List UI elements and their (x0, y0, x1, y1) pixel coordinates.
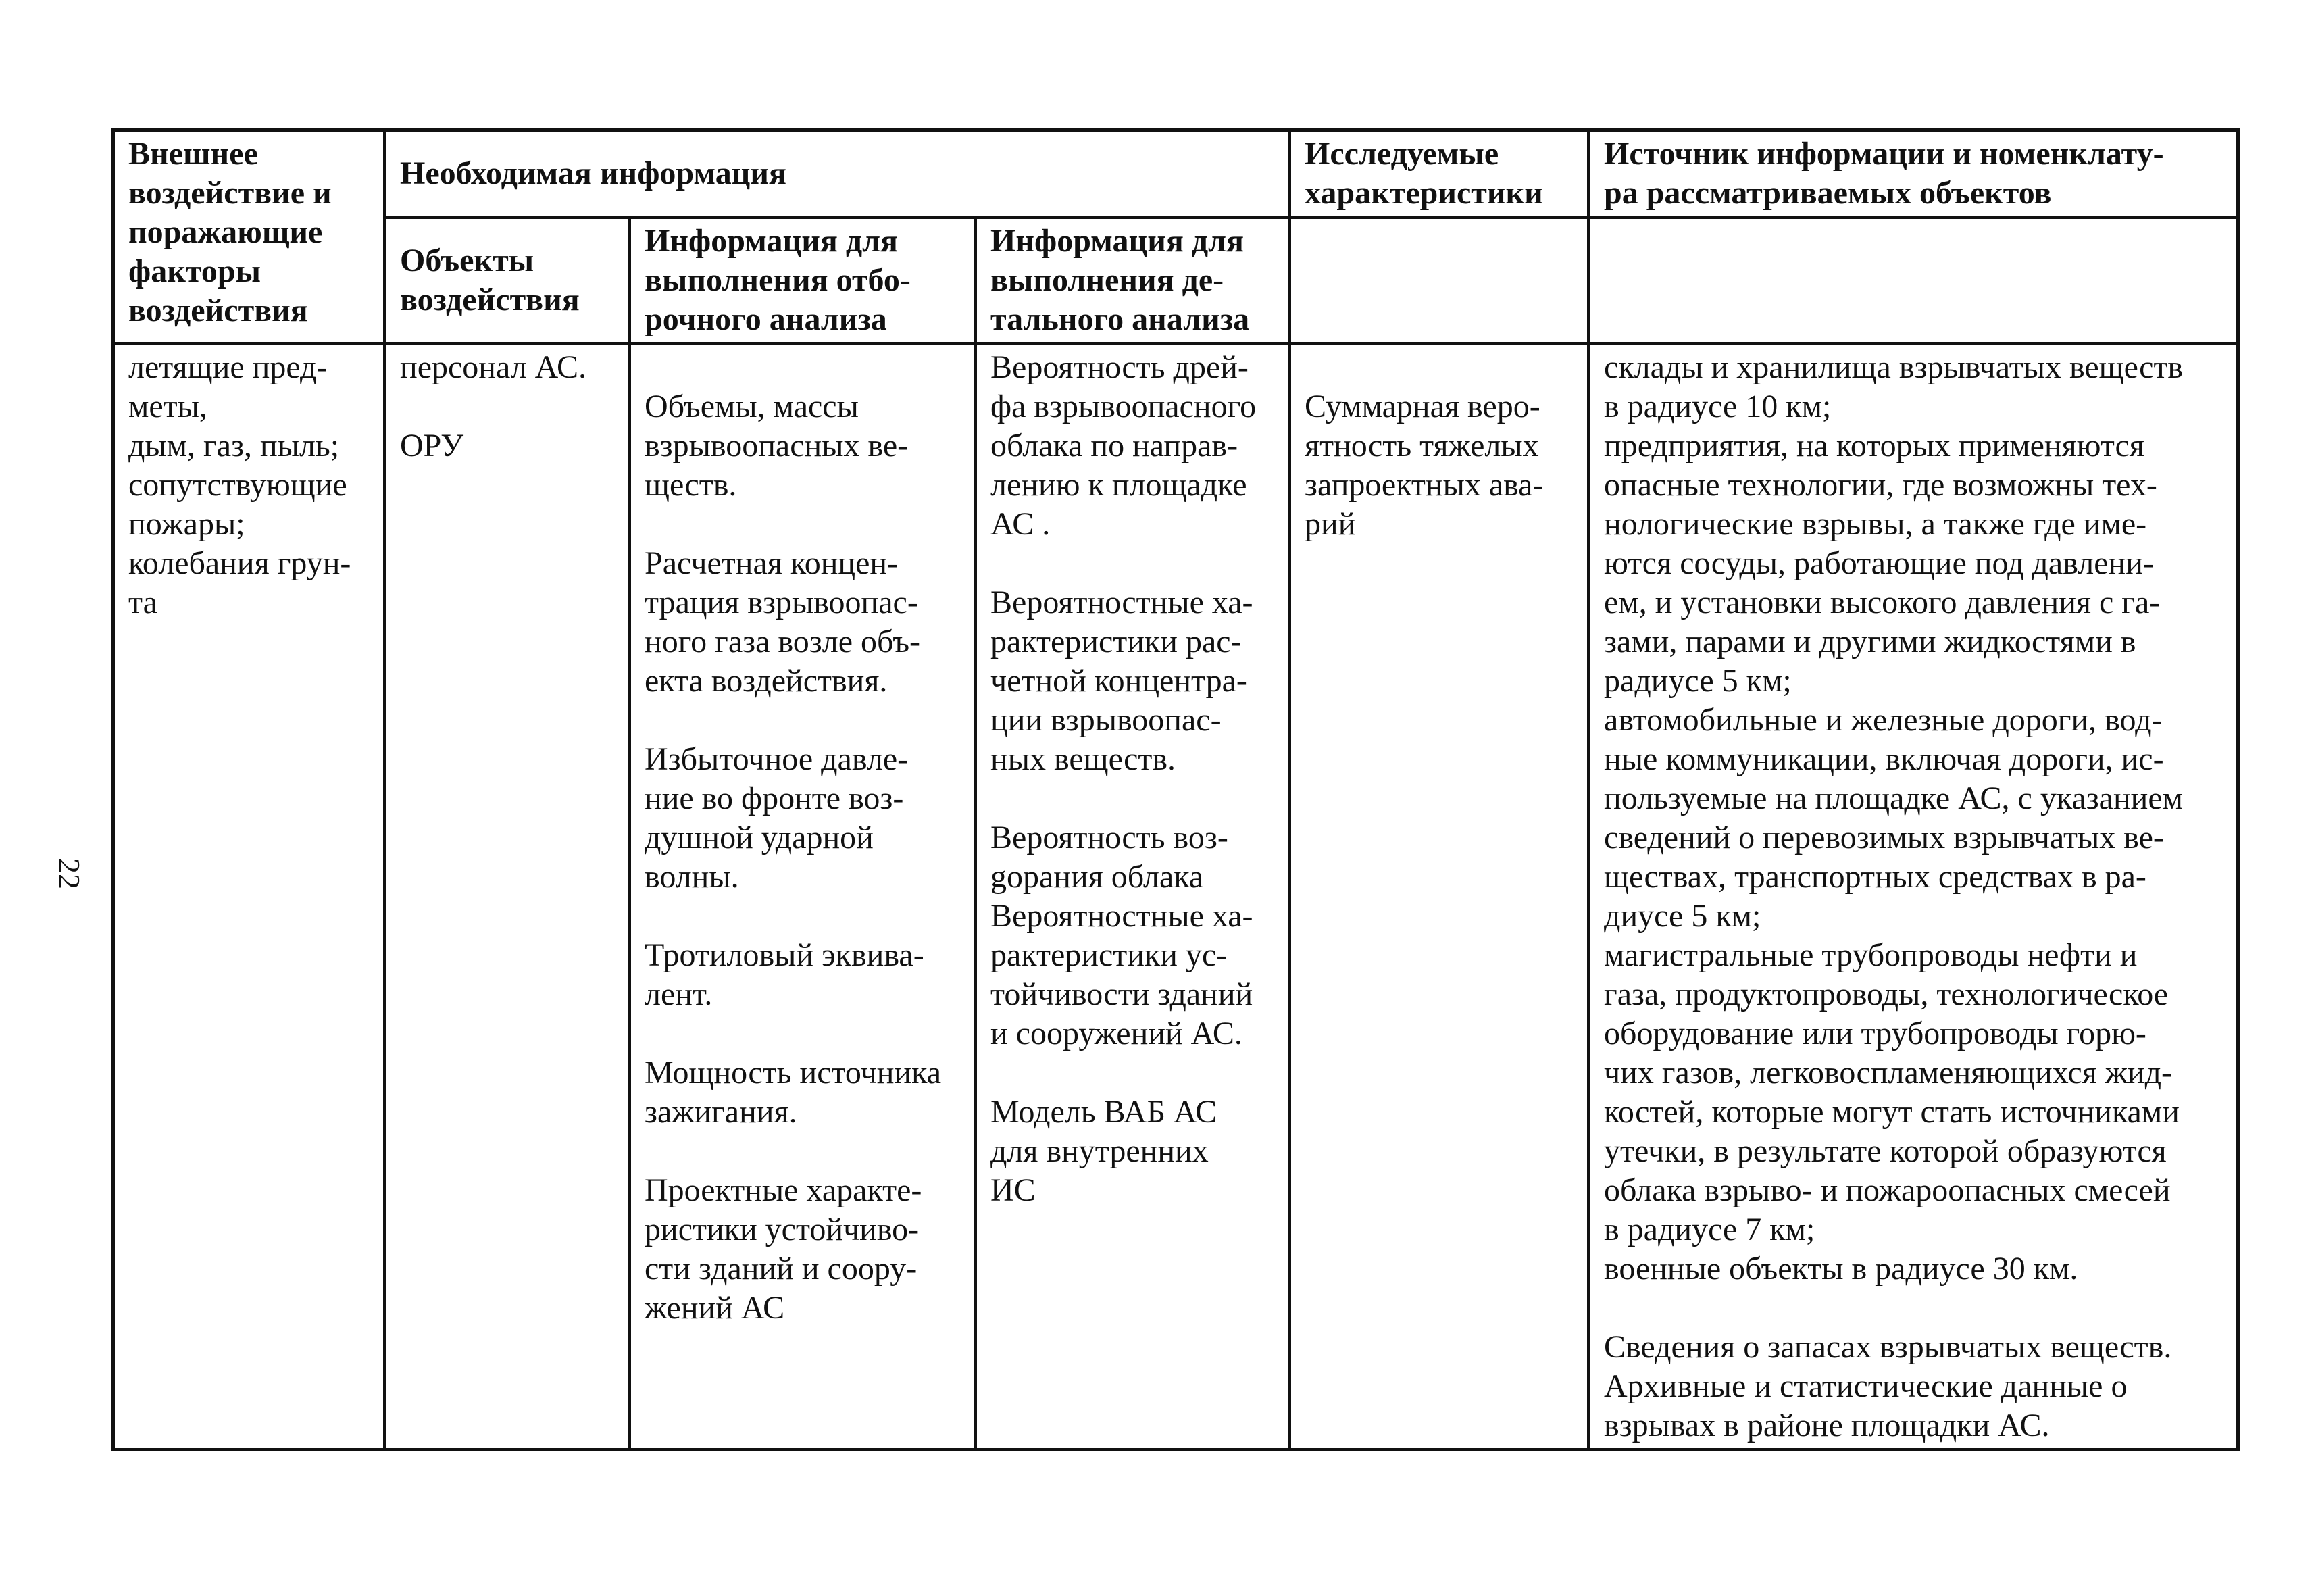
row-cell-studied-characteristics (1290, 344, 1589, 1450)
header-info-source (1589, 130, 2238, 218)
detailed-info-text: Вероятность дрей- фа взрывоопасного облака по направ- лению к площадке АС . Вероятностные ха- рактеристики рас- четной концентра- ции взрывоопас- ных веществ. Вероятность воз- gорания облака Вероятностные ха- рактеристики ус- тойчивости зданий и сооружений АС. Модель ВАБ АС для внутренних ИС (990, 349, 1257, 1208)
header-detailed-analysis-info-text: Информация для выполнения де- тального анализа (990, 223, 1250, 337)
header-required-info-text: Необходимая информация (400, 155, 787, 191)
header-studied-characteristics (1290, 130, 1589, 218)
row-cell-info-source (1589, 344, 2238, 1450)
header-screening-analysis-info-text: Информация для выполнения отбо- рочного анализа (645, 223, 911, 337)
header-required-info (385, 130, 1290, 218)
header-studied-characteristics-text: Исследуемые характеристики (1305, 136, 1543, 211)
header-impact-objects-text: Объекты воздействия (400, 243, 580, 318)
page-number: 22 (52, 858, 86, 889)
studied-characteristics-text: Суммарная веро- ятность тяжелых запроектных ава- рий (1305, 389, 1544, 542)
impact-factors-text: летящие пред- меты, дым, газ, пыль; сопутствующие пожары; колебания грун- та (128, 349, 351, 620)
table-row (114, 344, 2238, 1450)
row-cell-screening-info (630, 344, 976, 1450)
header-empty-cell-6 (1589, 218, 2238, 344)
impact-objects-text: персонал АС. ОРУ (400, 349, 586, 464)
header-empty-cell-5 (1290, 218, 1589, 344)
row-cell-impact-factors (114, 344, 385, 1450)
screening-info-text: Объемы, массы взрывоопасных ве- ществ. Расчетная концен- трация взрывоопас- ного газа возле объ- екта воздействия. Избыточное давле- ние во фронте воз- душной ударной волны. Тротиловый эквива- лент. Мощность источника зажигания. Проектные характе- ристики устойчиво- сти зданий и соору- жений АС (645, 389, 942, 1326)
info-source-text: склады и хранилища взрывчатых веществ в радиусе 10 км; предприятия, на которых применяются опасные технологии, где возможны тех- нологические взрывы, а также где име- ются сосуды, работающие под давлени- ем, и установки высокого давления с га- зами, парами и другими жидкостями в радиусе 5 км; автомобильные и железные дороги, вод- ные коммуникации, включая дороги, ис- пользуемые на площадке АС, с указанием сведений о перевозимых взрывчатых ве- ществах, транспортных средствах в ра- диусе 5 км; магистральные трубопроводы нефти и газа, продуктопроводы, технологическое оборудование или трубопроводы горю- чих газов, легковоспламеняющихся жид- костей, которые могут стать источниками утечки, в результате которой образуются облака взрыво- и пожароопасных смесей в радиусе 7 км; военные объекты в радиусе 30 км. Сведения о запасах взрывчатых веществ. Архивные и статистические данные о взрывах в районе площадки АС. (1604, 349, 2184, 1443)
header-screening-analysis-info (630, 218, 976, 344)
header-external-impact (114, 130, 385, 344)
header-row-1 (114, 130, 2238, 218)
header-external-impact-text: Внешнее воздействие и поражающие факторы воздействия (128, 136, 332, 328)
header-impact-objects (385, 218, 630, 344)
header-info-source-text: Источник информации и номенклату- ра рассматриваемых объектов (1604, 136, 2164, 211)
row-cell-impact-objects (385, 344, 630, 1450)
header-detailed-analysis-info (976, 218, 1290, 344)
row-cell-detailed-info (976, 344, 1290, 1450)
header-row-2 (114, 218, 2238, 344)
requirements-table (111, 128, 2240, 1451)
